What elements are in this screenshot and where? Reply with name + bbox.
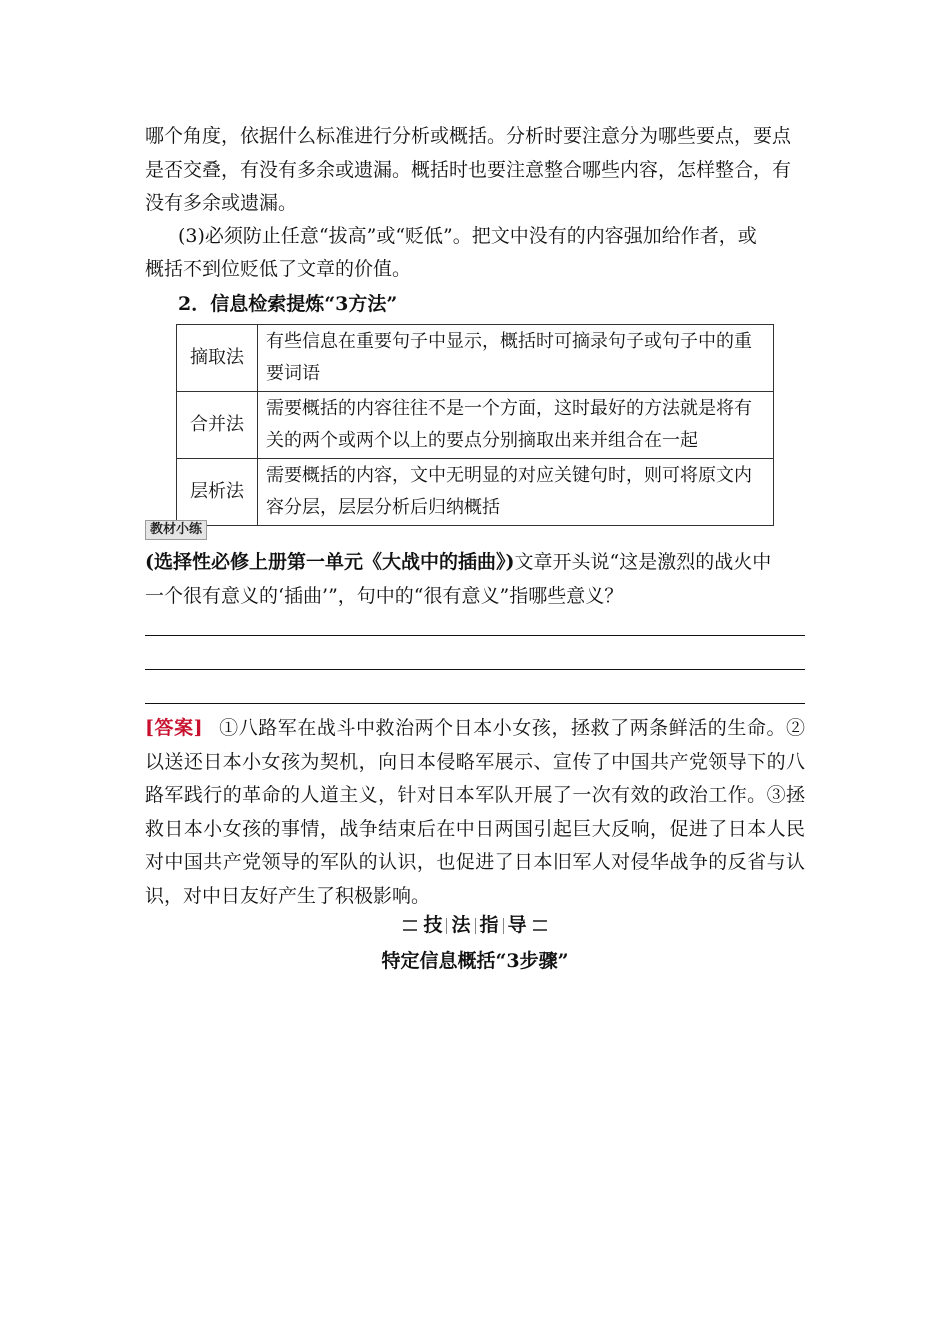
- guide-subheading: 特定信息概括“3步骤”: [381, 950, 569, 972]
- answer-block: [145, 712, 805, 913]
- exercise-badge: 教材小练: [145, 520, 207, 540]
- table-row: [177, 325, 774, 392]
- method-name: 合并法: [177, 392, 258, 459]
- guide-heading-char: 技: [423, 914, 443, 936]
- point-3-line-2: 概括不到位贬低了文章的价值。: [145, 258, 412, 280]
- separator-icon: [503, 918, 504, 934]
- answer-tag: [答案]: [145, 717, 203, 739]
- question-source: (选择性必修上册第一单元《大战中的插曲》): [145, 551, 515, 573]
- table-row: [177, 459, 774, 526]
- answer-blank-line: [145, 635, 805, 636]
- method-name: 层析法: [177, 459, 258, 526]
- method-name: 摘取法: [177, 325, 258, 392]
- section-2-title: 2．信息检索提炼“3方法”: [178, 293, 398, 315]
- separator-icon: [446, 918, 447, 934]
- answer-blank-line: [145, 703, 805, 704]
- answer-text: ①八路军在战斗中救治两个日本小女孩，拯救了两条鲜活的生命。②以送还日本小女孩为契机，向日本侵略军展示、宣传了中国共产党领导下的八路军践行的革命的人道主义，针对日本军队开展了一次有效的政治工作。③拯救日本小女孩的事情，战争结束后在中日两国引起巨大反响，促进了日本人民对中国共产党领导的军队的认识，也促进了日本旧军人对侵华战争的反省与认识，对中日友好产生了积极影响。: [145, 717, 805, 907]
- method-description: 需要概括的内容，文中无明显的对应关键句时，则可将原文内容分层，层层分析后归纳概括: [258, 459, 774, 526]
- question-line-2: 一个很有意义的‘插曲’”，句中的“很有意义”指哪些意义？: [145, 585, 624, 607]
- guide-heading-char: 导: [507, 914, 527, 936]
- intro-paragraph: 哪个角度，依据什么标准进行分析或概括。分析时要注意分为哪些要点，要点是否交叠，有没有多余或遗漏。概括时也要注意整合哪些内容，怎样整合，有没有多余或遗漏。: [145, 125, 792, 214]
- answer-blank-line: [145, 669, 805, 670]
- decor-bar-icon: [403, 920, 417, 931]
- guide-heading-char: 指: [479, 914, 499, 936]
- guide-heading: [0, 910, 950, 937]
- method-description: 需要概括的内容往往不是一个方面，这时最好的方法就是将有关的两个或两个以上的要点分别摘取出来并组合在一起: [258, 392, 774, 459]
- table-row: [177, 392, 774, 459]
- separator-icon: [475, 918, 476, 934]
- point-3-line-1: (3)必须防止任意“拔高”或“贬低”。把文中没有的内容强加给作者，或: [178, 225, 757, 247]
- question-text: 文章开头说“这是激烈的战火中: [514, 551, 772, 573]
- guide-heading-char: 法: [451, 914, 471, 936]
- method-description: 有些信息在重要句子中显示，概括时可摘录句子或句子中的重要词语: [258, 325, 774, 392]
- question-line-1: [145, 546, 805, 579]
- methods-table: [176, 324, 774, 526]
- decor-bar-icon: [533, 920, 547, 931]
